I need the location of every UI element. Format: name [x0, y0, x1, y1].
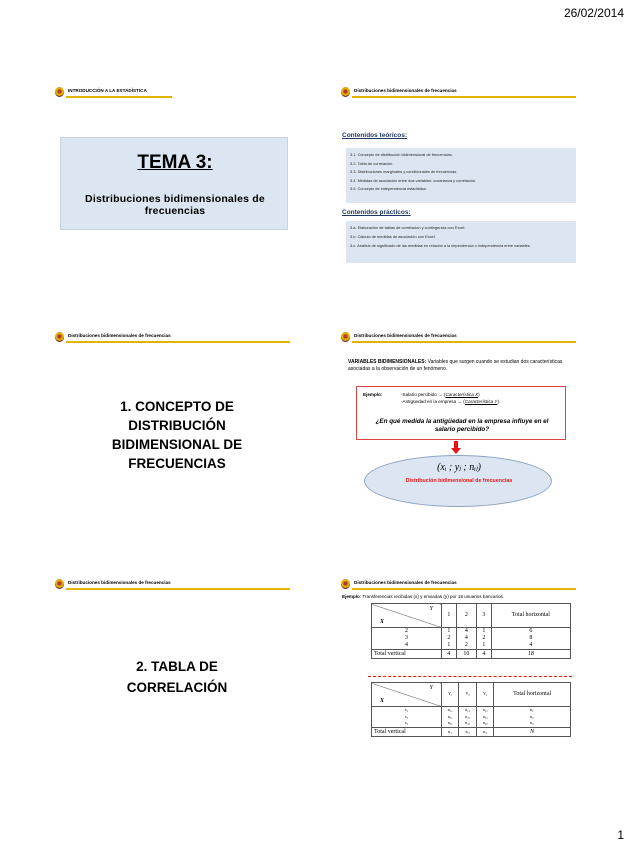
header-text: Distribuciones bidimensionales de frecuencias [354, 333, 457, 338]
row-totals: 6 8 4 [491, 628, 570, 650]
table-corner: Y X [372, 604, 442, 628]
example-line-1: -Salario percibido → (Característica X) [401, 392, 480, 397]
list-item: 3.4. Medidas de asociación entre dos variables: covarianza y correlación. [350, 177, 477, 183]
column-header: Y₂ [459, 683, 476, 707]
header-line [66, 96, 172, 98]
total-vertical-row: Total vertical n.₁ n.₂ n.₃ N [372, 727, 571, 736]
header-line [352, 96, 576, 98]
header-line [66, 588, 290, 590]
column-values: n₁₃ n₂₃ n₃₃ [476, 707, 493, 728]
page-date: 26/02/2014 [563, 6, 624, 20]
slide-header [338, 330, 578, 346]
column-header: Y₁ [442, 683, 459, 707]
slide-header [52, 85, 292, 101]
tema-subtitle: Distribuciones bidimensionales de frecuencias [85, 193, 265, 217]
total-vertical-label: Total vertical [372, 650, 442, 659]
slide-5 [52, 572, 302, 760]
header-text: Distribuciones bidimensionales de frecuencias [68, 333, 171, 338]
section-title-line: BIDIMENSIONAL DE [111, 437, 243, 452]
slide-header [52, 577, 292, 593]
slide-6 [338, 572, 588, 760]
header-text: INTRODUCCIÓN A LA ESTADÍSTICA [68, 88, 147, 93]
slide-4 [338, 325, 588, 513]
x-values: x₁ x₂ x₃ [372, 707, 442, 728]
university-logo-icon [55, 332, 64, 342]
question-text: ¿En qué medida la antigüedad en la empresa influye en el salario percibido? [375, 418, 549, 433]
list-item: 3.2. Tabla de correlación. [350, 160, 394, 166]
list-item: 3.5. Concepto de independencia estadística. [350, 186, 427, 191]
grand-total: N [494, 727, 571, 736]
header-line [352, 341, 576, 343]
total-horizontal-header: Total horizontal [494, 683, 571, 707]
slide-header [338, 85, 578, 101]
list-item: 3.b. Cálculo de medidas de asociación con Excel. [350, 234, 436, 239]
vb-text: Variables que surgen cuando se estudian dos características asociadas a la observación de un fenómeno. [348, 359, 563, 372]
example-line-2: -Antigüedad en la empresa → (Característica Y). [401, 399, 501, 404]
dashed-separator [368, 676, 572, 677]
university-logo-icon [341, 579, 350, 589]
distribution-ellipse [364, 455, 552, 507]
column-values: 1 2 1 [442, 628, 457, 650]
header-line [66, 341, 290, 343]
correlation-table-numeric [371, 603, 571, 659]
ellipse-label: Distribución bidimensional de frecuencias [405, 478, 513, 484]
title-box [60, 137, 288, 230]
column-values: 1 2 1 [476, 628, 491, 650]
header-text: Distribuciones bidimensionales de frecuencias [354, 580, 457, 585]
university-logo-icon [341, 87, 350, 97]
contenidos-practicos-title: Contenidos prácticos: [342, 209, 411, 216]
section-title-line: 2. TABLA DE [136, 659, 218, 674]
header-text: Distribuciones bidimensionales de frecuencias [354, 88, 457, 93]
grand-total: 18 [491, 650, 570, 659]
tema-title: TEMA 3: [137, 152, 213, 173]
slide-2 [338, 80, 588, 268]
table-corner: Y X [372, 683, 442, 707]
vb-label: VARIABLES BIDIMENSIONALES: [348, 359, 427, 365]
example-label: Ejemplo [342, 594, 360, 599]
university-logo-icon [55, 87, 64, 97]
section-title-line: FRECUENCIAS [128, 456, 226, 471]
section-title-line: 1. CONCEPTO DE [120, 399, 234, 414]
page-number: 1 [617, 828, 624, 842]
contenidos-teoricos-title: Contenidos teóricos: [342, 132, 408, 139]
example-box [356, 386, 566, 440]
section-title [62, 397, 292, 473]
contenidos-practicos-box [346, 221, 576, 263]
formula: (xᵢ ; yⱼ ; nᵢⱼ) [437, 462, 481, 473]
list-item: 3.3. Distribuciones marginales y condicionales de frecuencias. [350, 169, 458, 174]
column-header: 1 [442, 604, 457, 628]
variables-definition [348, 359, 580, 373]
x-values: 2 3 4 [372, 628, 442, 650]
list-item: 3.c. Análisis de significado de las medidas en relación a la dependencia o independencia entre variables. [350, 243, 531, 248]
example-description: Ejemplo: Transferencias recibidas (x) y enviadas (y) por 18 usuarios bancarios. [342, 594, 505, 599]
column-header: 2 [456, 604, 476, 628]
section-title-line: DISTRIBUCIÓN [128, 418, 226, 433]
total-vertical-row: Total vertical 4 10 4 18 [372, 650, 571, 659]
slide-header [52, 330, 292, 346]
column-values: n₁₂ n₂₂ n₃₂ [459, 707, 476, 728]
column-header: Y₃ [476, 683, 493, 707]
total-vertical-label: Total vertical [372, 727, 442, 736]
list-item: 3.1. Concepto de distribución bidimensional de frecuencias. [350, 152, 453, 157]
section-title [62, 656, 292, 698]
section-title-line: CORRELACIÓN [126, 680, 228, 695]
column-values: 4 4 2 [456, 628, 476, 650]
university-logo-icon [55, 579, 64, 589]
row-totals: n₁. n₂. n₃. [494, 707, 571, 728]
slide-3 [52, 325, 302, 513]
list-item: 3.a. Elaboración de tablas de correlación y contingencia con Excel. [350, 225, 466, 230]
total-horizontal-header: Total horizontal [491, 604, 570, 628]
correlation-table-symbolic [371, 682, 571, 737]
column-header: 3 [476, 604, 491, 628]
university-logo-icon [341, 332, 350, 342]
header-line [352, 588, 576, 590]
example-label: Ejemplo: [363, 392, 383, 397]
header-text: Distribuciones bidimensionales de frecuencias [68, 580, 171, 585]
slide-header [338, 577, 578, 593]
slide-1 [52, 80, 302, 268]
contenidos-teoricos-box [346, 148, 576, 203]
column-values: n₁₁ n₂₁ n₃₁ [442, 707, 459, 728]
